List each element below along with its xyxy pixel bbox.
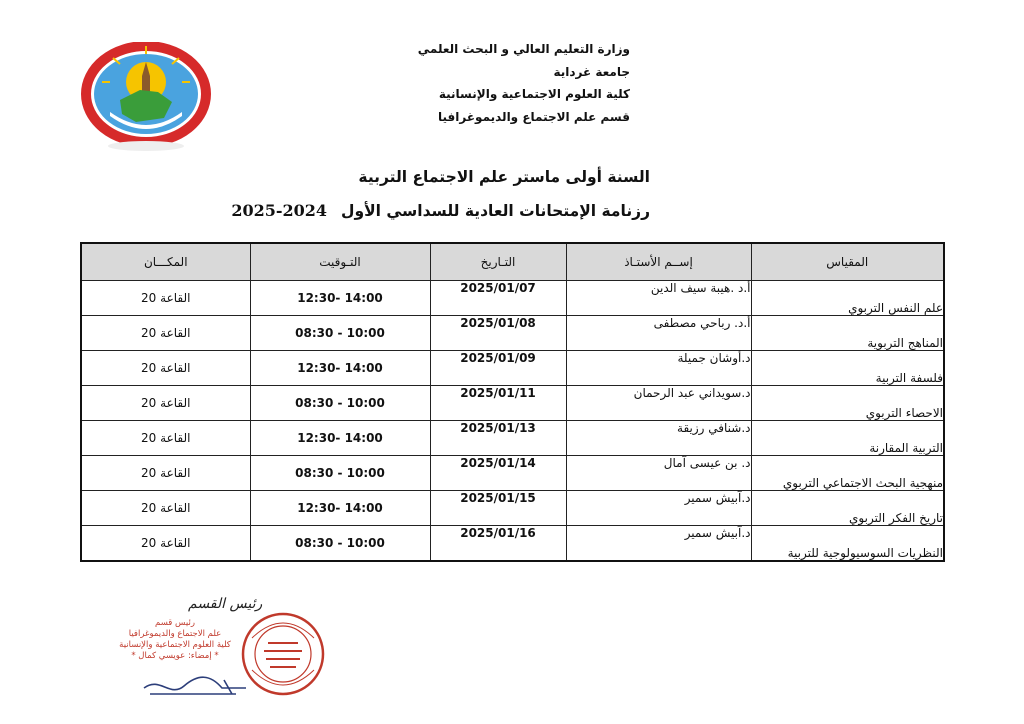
header-time: التـوقيت [250, 243, 430, 281]
cell-time: 08:30 - 10:00 [250, 526, 430, 562]
cell-professor: أ.د .هيبة سيف الدين [566, 281, 751, 316]
cell-subject: المناهج التربوية [751, 316, 944, 351]
cell-place: القاعة 20 [81, 351, 250, 386]
department-head-stamp [116, 618, 234, 662]
cell-time: 12:30- 14:00 [250, 421, 430, 456]
cell-professor: أ.د. رباحي مصطفى [566, 316, 751, 351]
header-place: المكـــان [81, 243, 250, 281]
cell-place: القاعة 20 [81, 421, 250, 456]
cell-professor: د.آبيش سمير [566, 491, 751, 526]
cell-subject: تاريخ الفكر التربوي [751, 491, 944, 526]
header-subject: المقياس [751, 243, 944, 281]
cell-place: القاعة 20 [81, 281, 250, 316]
cell-date: 2025/01/11 [430, 386, 566, 421]
cell-professor: د. بن عيسى آمال [566, 456, 751, 491]
stamp-line: رئيس قسم [155, 618, 195, 628]
department-seal [240, 608, 326, 700]
university-name: جامعة غرداية [553, 64, 630, 79]
table-row [81, 386, 944, 421]
department-head-title: رئيس القسم [188, 596, 263, 612]
cell-professor: د.شنافي رزيقة [566, 421, 751, 456]
cell-time: 12:30- 14:00 [250, 351, 430, 386]
header-date: التـاريخ [430, 243, 566, 281]
institution-header [380, 38, 630, 128]
cell-subject: منهجية البحث الاجتماعي التربوي [751, 456, 944, 491]
cell-time: 08:30 - 10:00 [250, 386, 430, 421]
cell-professor: د.أوشان جميلة [566, 351, 751, 386]
cell-professor: د.آبيش سمير [566, 526, 751, 562]
program-title: السنة أولى ماستر علم الاجتماع التربية [358, 168, 650, 186]
table-row [81, 526, 944, 562]
exam-schedule-table [80, 242, 945, 562]
table-row [81, 281, 944, 316]
table-row [81, 491, 944, 526]
stamp-line: * إمضاء: عويسي كمال * [131, 651, 219, 661]
ministry-name: وزارة التعليم العالي و البحث العلمي [417, 42, 630, 56]
cell-subject: التربية المقارنة [751, 421, 944, 456]
table-row [81, 316, 944, 351]
cell-time: 12:30- 14:00 [250, 281, 430, 316]
table-row [81, 456, 944, 491]
cell-date: 2025/01/14 [430, 456, 566, 491]
department-name: قسم علم الاجتماع والديموغرافيا [438, 109, 630, 124]
schedule-title-text: رزنامة الإمتحانات العادية للسداسي الأول [341, 202, 650, 220]
cell-subject: الاحصاء التربوي [751, 386, 944, 421]
cell-place: القاعة 20 [81, 456, 250, 491]
cell-time: 08:30 - 10:00 [250, 456, 430, 491]
cell-date: 2025/01/16 [430, 526, 566, 562]
cell-place: القاعة 20 [81, 316, 250, 351]
table-header-row [81, 243, 944, 281]
table-row [81, 351, 944, 386]
stamp-line: كلية العلوم الاجتماعية والإنسانية [119, 640, 231, 650]
table-row [81, 421, 944, 456]
cell-date: 2025/01/09 [430, 351, 566, 386]
cell-time: 12:30- 14:00 [250, 491, 430, 526]
header-professor: إســم الأستـاذ [566, 243, 751, 281]
handwritten-signature [140, 670, 250, 700]
cell-subject: فلسفة التربية [751, 351, 944, 386]
cell-place: القاعة 20 [81, 386, 250, 421]
cell-date: 2025/01/15 [430, 491, 566, 526]
stamp-line: علم الاجتماع والديموغرافيا [128, 629, 222, 639]
cell-place: القاعة 20 [81, 491, 250, 526]
cell-place: القاعة 20 [81, 526, 250, 562]
cell-professor: د.سويداني عبد الرحمان [566, 386, 751, 421]
university-logo [80, 42, 212, 154]
cell-date: 2025/01/07 [430, 281, 566, 316]
cell-date: 2025/01/13 [430, 421, 566, 456]
schedule-title [231, 201, 650, 220]
faculty-name: كلية العلوم الاجتماعية والإنسانية [438, 87, 630, 101]
cell-subject: النظريات السوسيولوجية للتربية [751, 526, 944, 562]
cell-subject: علم النفس التربوي [751, 281, 944, 316]
academic-year: 2024-2025 [231, 201, 328, 220]
cell-date: 2025/01/08 [430, 316, 566, 351]
cell-time: 08:30 - 10:00 [250, 316, 430, 351]
